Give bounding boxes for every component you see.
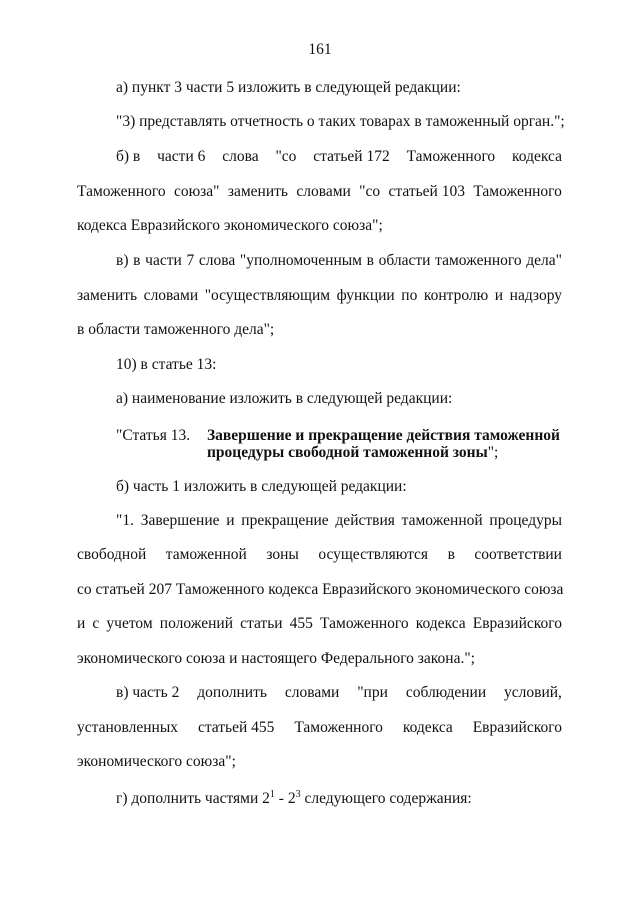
- word: кодекса: [402, 719, 453, 736]
- word: статьей 455: [197, 719, 275, 736]
- superscript: 3: [295, 788, 301, 800]
- word: Евразийского: [472, 719, 562, 736]
- paragraph-line: [77, 182, 562, 202]
- word: Таможенного: [294, 719, 383, 736]
- text-part: - 2: [274, 790, 296, 807]
- text-part: следующего содержания:: [300, 790, 472, 807]
- paragraph-line: 10) в статье 13:: [116, 356, 217, 373]
- word: словами: [296, 183, 351, 200]
- paragraph-line: [77, 545, 562, 565]
- paragraph-line: в области таможенного дела";: [77, 321, 275, 338]
- word: кодекса: [512, 148, 562, 165]
- word: союза": [173, 183, 220, 200]
- paragraph-line: "1. Завершение и прекращение действия таможенной процедуры: [116, 512, 562, 529]
- word: заменить: [227, 183, 288, 200]
- word: соблюдении: [405, 684, 487, 701]
- word: Таможенного: [473, 183, 562, 200]
- word: словами: [284, 684, 340, 701]
- superscript: 1: [269, 788, 275, 800]
- paragraph-line: "3) представлять отчетность о таких товарах в таможенный орган.";: [116, 113, 565, 130]
- article-title-tail: ";: [487, 444, 499, 461]
- text-part: г) дополнить частями 2: [116, 790, 270, 807]
- paragraph-line: б) часть 1 изложить в следующей редакции:: [116, 478, 407, 495]
- paragraph-line: [116, 147, 562, 167]
- word: дополнить: [197, 684, 267, 701]
- article-label: "Статья 13.: [116, 427, 191, 444]
- paragraph-line: [116, 683, 562, 703]
- paragraph-line: в) в части 7 слова "уполномоченным в области таможенного дела": [116, 252, 562, 269]
- word: соответствии: [474, 546, 562, 563]
- paragraph-line: экономического союза и настоящего Федерального закона.";: [77, 650, 475, 667]
- paragraph-line: а) пункт 3 части 5 изложить в следующей редакции:: [116, 79, 461, 96]
- word: осуществляются: [318, 546, 429, 563]
- word: свободной: [77, 546, 147, 563]
- word: Таможенного: [77, 183, 166, 200]
- word: б) в: [116, 148, 141, 165]
- word: статьей 172: [313, 148, 390, 165]
- word: Таможенного: [406, 148, 496, 165]
- paragraph-line: а) наименование изложить в следующей редакции:: [116, 390, 453, 407]
- word: в) часть 2: [116, 684, 180, 701]
- word: части 6: [157, 148, 206, 165]
- page-number: 161: [308, 41, 332, 58]
- article-title-bold: процедуры свободной таможенной зоны: [207, 444, 488, 461]
- word: "со: [275, 148, 297, 165]
- word: зоны: [266, 546, 299, 563]
- paragraph-line: кодекса Евразийского экономического союза";: [77, 217, 383, 234]
- paragraph-line: со статьей 207 Таможенного кодекса Евразийского экономического союза: [77, 581, 564, 598]
- word: слова: [222, 148, 259, 165]
- article-title-line: [207, 443, 498, 463]
- word: условий,: [504, 684, 562, 701]
- word: таможенной: [165, 546, 247, 563]
- article-title-line: Завершение и прекращение действия таможенной: [207, 427, 560, 444]
- word: установленных: [77, 719, 178, 736]
- paragraph-line: и с учетом положений статьи 455 Таможенного кодекса Евразийского: [77, 615, 562, 632]
- word: статьей 103: [388, 183, 465, 200]
- paragraph-line: заменить словами "осуществляющим функции по контролю и надзору: [77, 287, 562, 304]
- word: "при: [357, 684, 388, 701]
- paragraph-line: экономического союза";: [77, 753, 236, 770]
- paragraph-line: [77, 718, 562, 738]
- word: в: [447, 546, 455, 563]
- paragraph-line: [116, 789, 472, 809]
- word: "со: [359, 183, 381, 200]
